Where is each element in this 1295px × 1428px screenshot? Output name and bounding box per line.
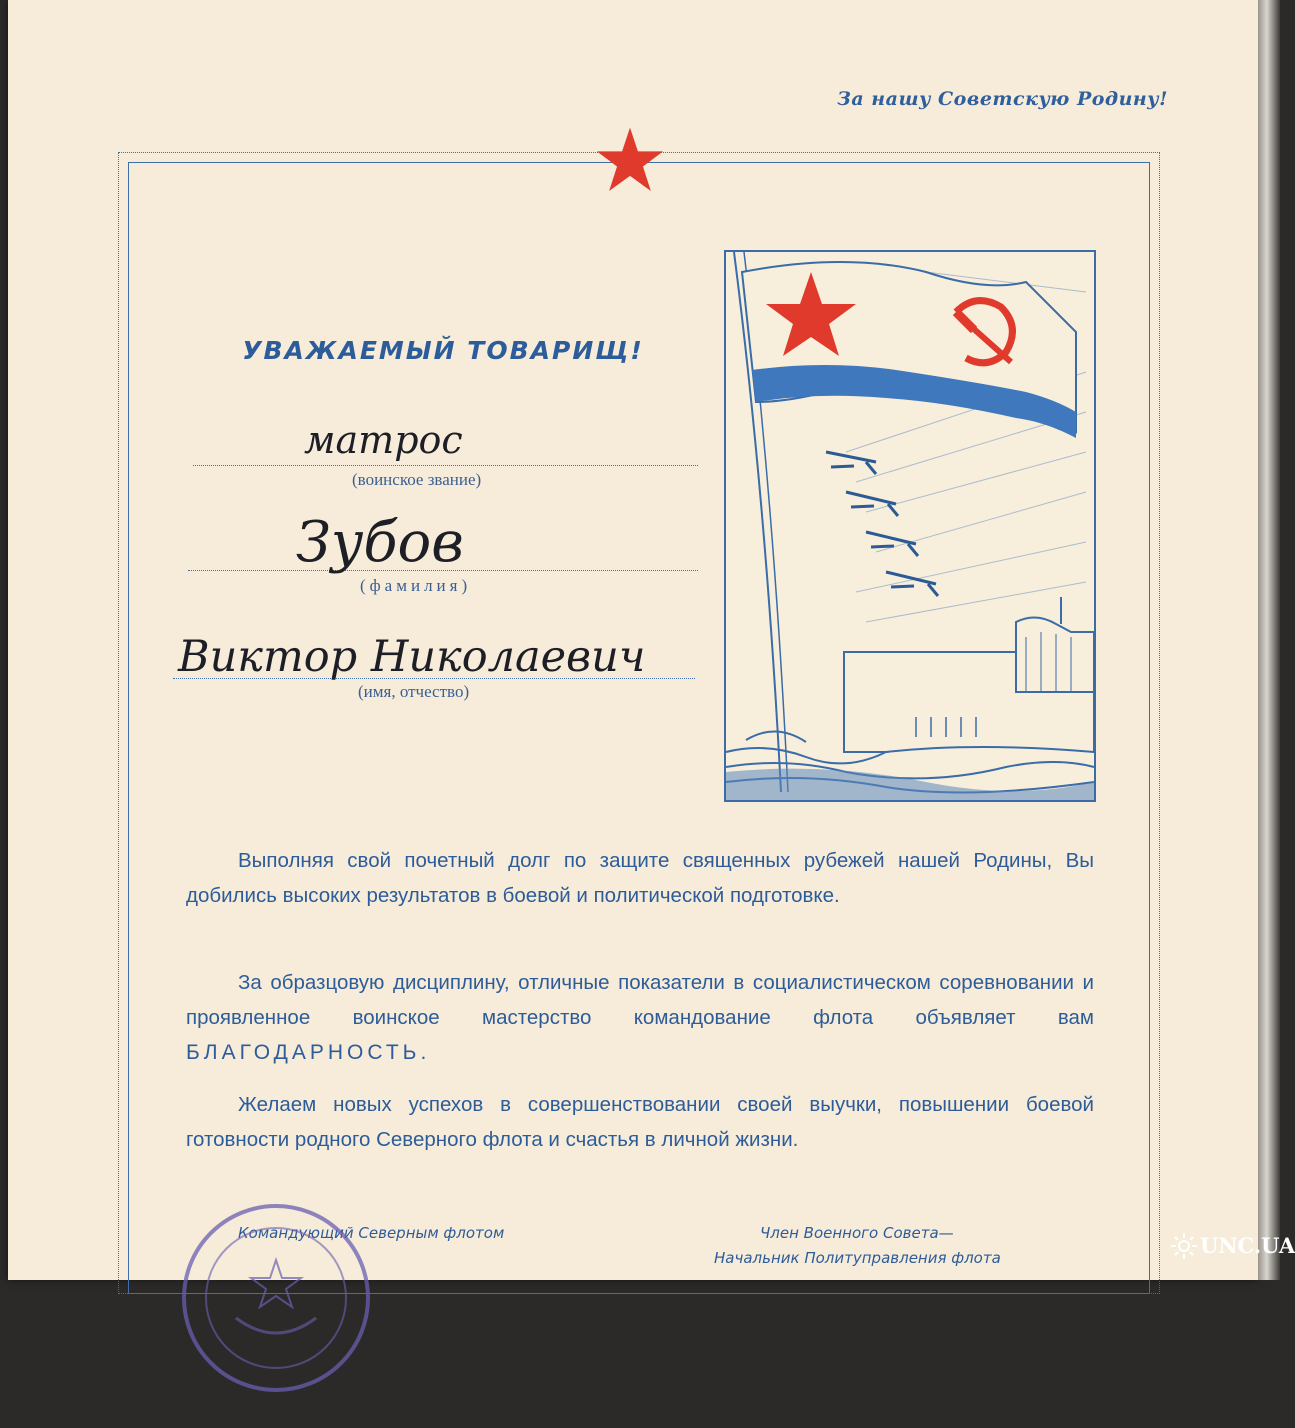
signature-right-line1: Член Военного Совета—: [760, 1224, 954, 1242]
naval-flag-illustration: [724, 250, 1096, 802]
motto: За нашу Советскую Родину!: [837, 88, 1168, 110]
watermark-text: UNC.UA: [1200, 1233, 1295, 1258]
document-sheet: [8, 0, 1258, 1280]
gratitude-word: БЛАГОДАРНОСТЬ.: [186, 1041, 431, 1064]
official-stamp-icon: [176, 1198, 406, 1428]
rank-caption: (воинское звание): [352, 470, 482, 489]
rank-value: матрос: [304, 418, 463, 462]
rank-line: [193, 465, 698, 466]
body-paragraph-1: Выполняя свой почетный долг по защите священных рубежей нашей Родины, Вы добились высоких результатов в боевой и политической подготовке.: [186, 849, 1094, 907]
watermark: [1168, 1222, 1295, 1274]
surname-caption: (фамилия): [360, 576, 472, 595]
red-star-icon: [594, 124, 666, 196]
greeting-heading: УВАЖАЕМЫЙ ТОВАРИЩ!: [242, 336, 644, 365]
body-paragraph-2: За образцовую дисциплину, отличные показатели в социалистическом соревновании и проявленное воинское мастерство командование флота объявляет вам БЛАГОДАРНОСТЬ.: [186, 971, 1094, 1064]
surname-value: Зубов: [296, 510, 464, 575]
name-patronymic-value: Виктор Николаевич: [178, 632, 646, 682]
signature-left-title: Командующий Северным флотом: [238, 1224, 505, 1242]
body-paragraph-3: Желаем новых успехов в совершенствовании своей выучки, повышении боевой готовности родного Северного флота и счастья в личной жизни.: [186, 1093, 1094, 1151]
sun-logo-icon: [1170, 1232, 1198, 1260]
flag-submarine-icon: [726, 252, 1094, 800]
signature-right-line2: Начальник Политуправления флота: [714, 1249, 1001, 1267]
scanner-edge: [1258, 0, 1280, 1280]
name-caption: (имя, отчество): [358, 682, 470, 701]
